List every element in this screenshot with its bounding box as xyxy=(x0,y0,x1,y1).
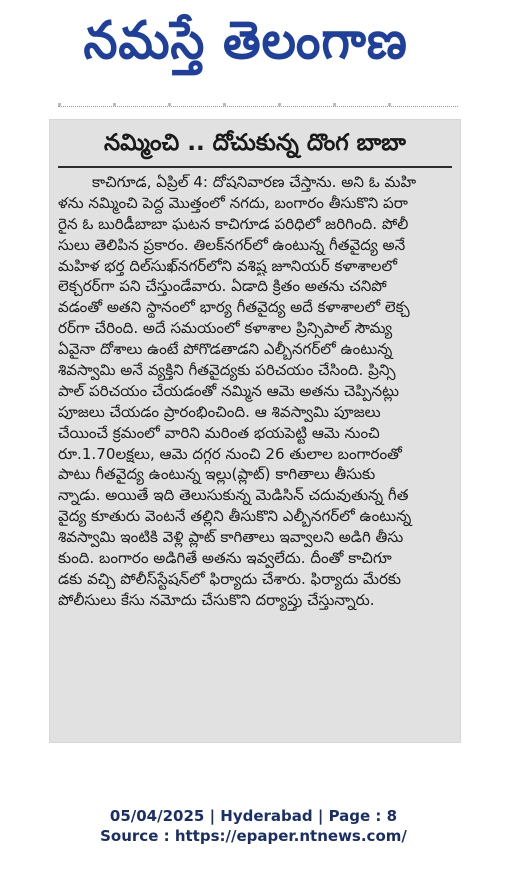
source-line xyxy=(0,826,507,846)
article-line: ఏవైనా దోశాలు ఉంటే పోగొడతాడని ఎల్బీనగర్‌లో ఉంటున్న xyxy=(58,340,393,359)
article-line: లెక్చరర్‌గా పని చేస్తుండేవారు. ఏడాది క్రితం అతను చనిపో xyxy=(58,277,387,296)
source-link[interactable]: https://epaper.ntnews.com/ xyxy=(174,827,407,845)
article-line: సులు తెలిపిన ప్రకారం. తిలక్‌నగర్‌లో ఉంటున్న గీతవైద్య అనే xyxy=(58,235,406,254)
article-line: న్నాడు. అయితే ఇది తెలుసుకున్న మెడిసిన్ చదువుతున్న గీత xyxy=(58,486,409,505)
article-line: చేయించే క్రమంలో వారిని మరింత భయపెట్టి ఆమె నుంచి xyxy=(58,423,380,442)
article-line: రైన ఓ బురిడీబాబా ఘటన కాచిగూడ పరిధిలో జరిగింది. పోలీ xyxy=(58,214,409,233)
headline-divider xyxy=(58,166,452,168)
article-line: కుంది. బంగారం అడిగితే అతను ఇవ్వలేదు. దీంతో కాచిగూ xyxy=(58,549,392,568)
article-line: పూజలు చేయడం ప్రారంభించింది. ఆ శివస్వామి పూజలు xyxy=(58,402,381,421)
footer-separator: | xyxy=(312,807,329,825)
article-line: వడంతో అతని స్థానంలో భార్య గీతవైద్య అదే కళాశాలలో లెక్చ xyxy=(58,298,410,317)
publication-info xyxy=(0,806,507,826)
publication-city: Hyderabad xyxy=(220,807,313,825)
publication-date: 05/04/2025 xyxy=(109,807,205,825)
clipping-cut-edge xyxy=(58,96,458,107)
page-footer xyxy=(0,806,507,846)
article-line: డకు వచ్చి పోలీస్‌స్టేషన్‌లో ఫిర్యాదు చేశారు. ఫిర్యాదు మేరకు xyxy=(58,569,402,588)
page-number: Page : 8 xyxy=(328,807,398,825)
article-line: ళను నమ్మించి పెద్ద మొత్తంలో నగదు, బంగారం తీసుకొని పరా xyxy=(58,193,408,212)
source-label: Source : xyxy=(100,827,175,845)
article-line: శివస్వామి ఇంటికి వెళ్లి ప్లాట్ కాగితాలు ఇవ్వాలని అడిగి తీసు xyxy=(58,528,404,547)
article-line: రూ.1.70లక్షలు, ఆమె దగ్గర నుంచి 26 తులాల బంగారంతో xyxy=(58,444,402,463)
article-line: మహిళ భర్త దిల్‌సుఖ్‌నగర్‌లోని వశిష్ట జూనియర్ కళాశాలలో xyxy=(58,256,397,275)
article-line: పాల్ పరిచయం చేయడంతో నమ్మిన ఆమె అతను చెప్పినట్లు xyxy=(58,381,399,400)
article-line: పాటు గీతవైద్య ఉంటున్న ఇల్లు(ప్లాట్) కాగితాలు తీసుకు xyxy=(58,465,376,484)
article-line: కాచిగూడ, ఏప్రిల్ 4: దోషనివారణ చేస్తాను. అని ఓ మహి xyxy=(92,173,417,191)
news-clipping xyxy=(50,120,460,742)
article-line: వైద్య కూతురు వెంటనే తల్లిని తీసుకొని ఎల్బీనగర్‌లో ఉంటున్న xyxy=(58,507,412,526)
footer-separator: | xyxy=(204,807,221,825)
article-line: శివస్వామి అనే వ్యక్తిని గీతవైద్యకు పరిచయం చేసింది. ప్రిన్సి xyxy=(58,361,396,380)
article-headline: నమ్మించి .. దోచుకున్న దొంగ బాబా xyxy=(104,130,406,156)
article-line: పోలీసులు కేసు నమోదు చేసుకొని దర్యాప్తు చేస్తున్నారు. xyxy=(58,590,375,609)
newspaper-masthead: నమస్తే తెలంగాణ xyxy=(83,11,408,71)
article-body xyxy=(58,172,454,738)
article-line: రర్‌గా చేరింది. అదే సమయంలో కళాశాల ప్రిన్సిపాల్ సౌమ్య xyxy=(58,319,393,338)
